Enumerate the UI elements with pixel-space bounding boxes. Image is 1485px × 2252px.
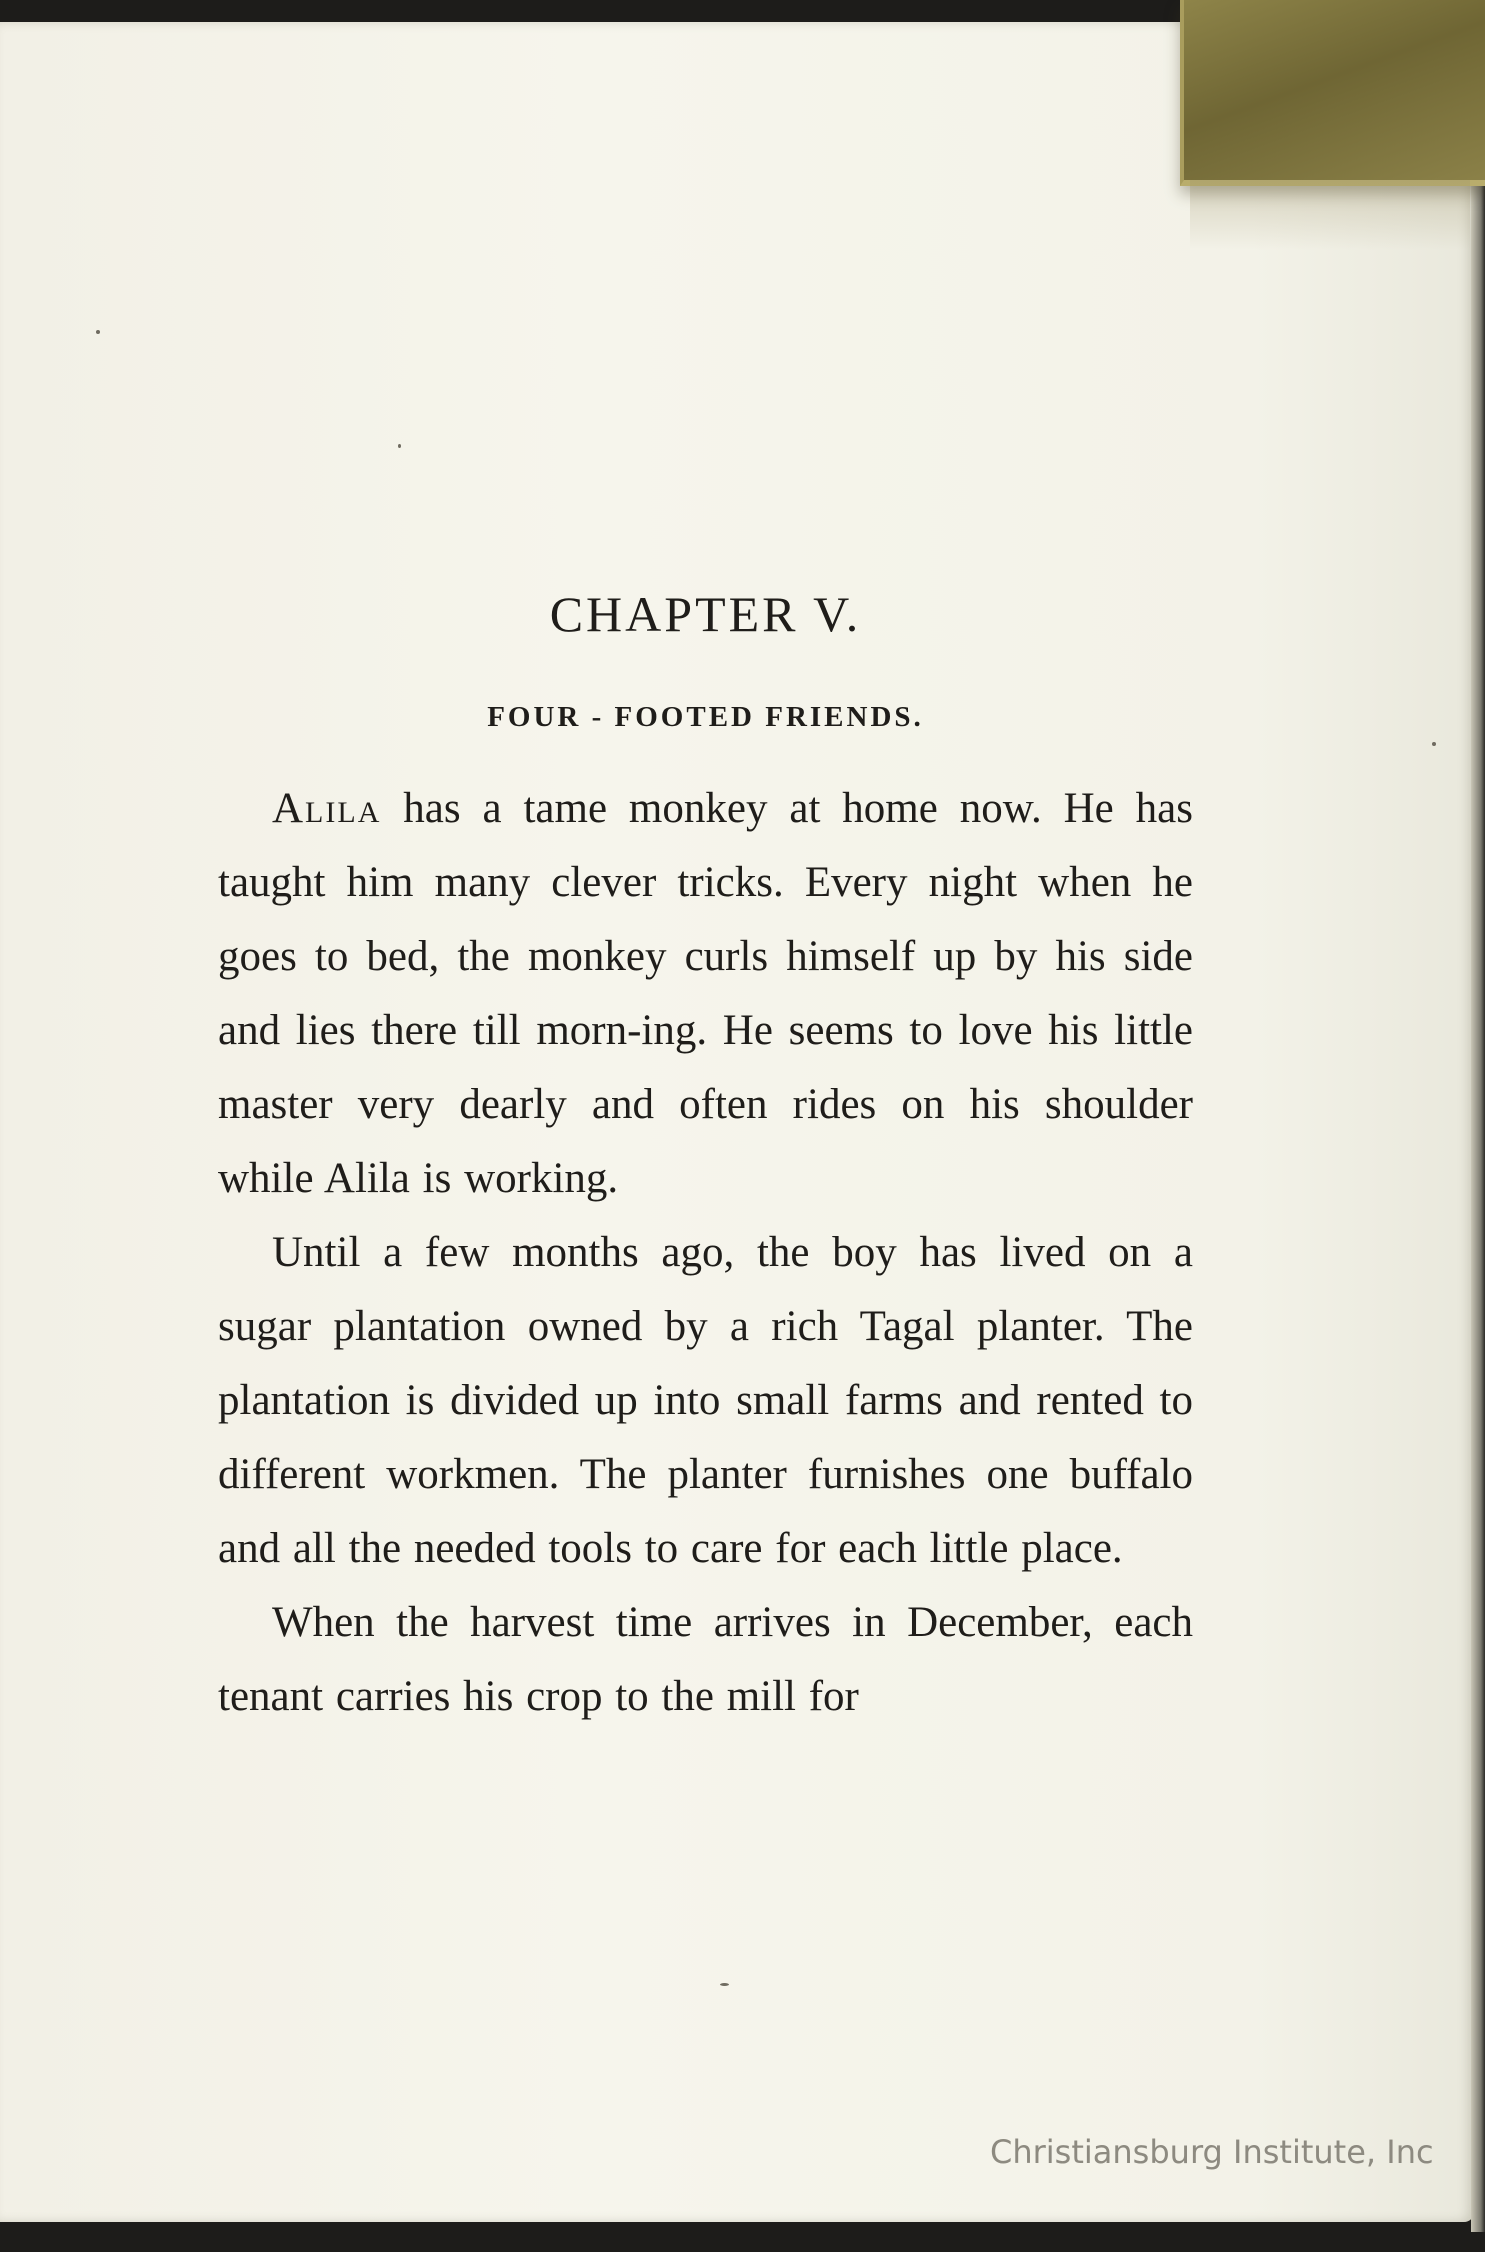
page-edge bbox=[1471, 22, 1485, 2232]
paper-speck bbox=[96, 330, 100, 334]
paragraph: Until a few months ago, the boy has lived on a sugar plantation owned by a rich Tagal planter. The plantation is divided up into small farms and rented to different workmen. The planter furnishes one buffalo and all the needed tools to care for each little place. bbox=[218, 1229, 1193, 1572]
paragraph bbox=[218, 772, 1193, 1216]
paragraph-lead-word: Alila bbox=[272, 785, 382, 832]
paper-speck bbox=[1432, 742, 1436, 746]
chapter-subtitle: FOUR - FOOTED FRIENDS. bbox=[487, 701, 924, 733]
paragraph: When the harvest time arrives in December, each tenant carries his crop to the mill for bbox=[218, 1599, 1193, 1720]
paragraph-text: has a tame monkey at home now. He has taught him many clever tricks. Every night when he goes to bed, the monkey curls himself up by his side and lies there till morn-ing. He seems to love his little master very dearly and often rides on his shoulder while Alila is working. bbox=[218, 785, 1193, 1202]
body-text bbox=[218, 772, 1193, 1734]
watermark: Christiansburg Institute, Inc bbox=[990, 2133, 1434, 2171]
clip-shadow bbox=[1190, 180, 1470, 250]
paper-speck bbox=[720, 1983, 729, 1986]
page-clip-tab bbox=[1180, 0, 1485, 186]
chapter-title: CHAPTER V. bbox=[549, 586, 862, 642]
page-text bbox=[218, 585, 1193, 1734]
paper-speck bbox=[398, 444, 401, 448]
